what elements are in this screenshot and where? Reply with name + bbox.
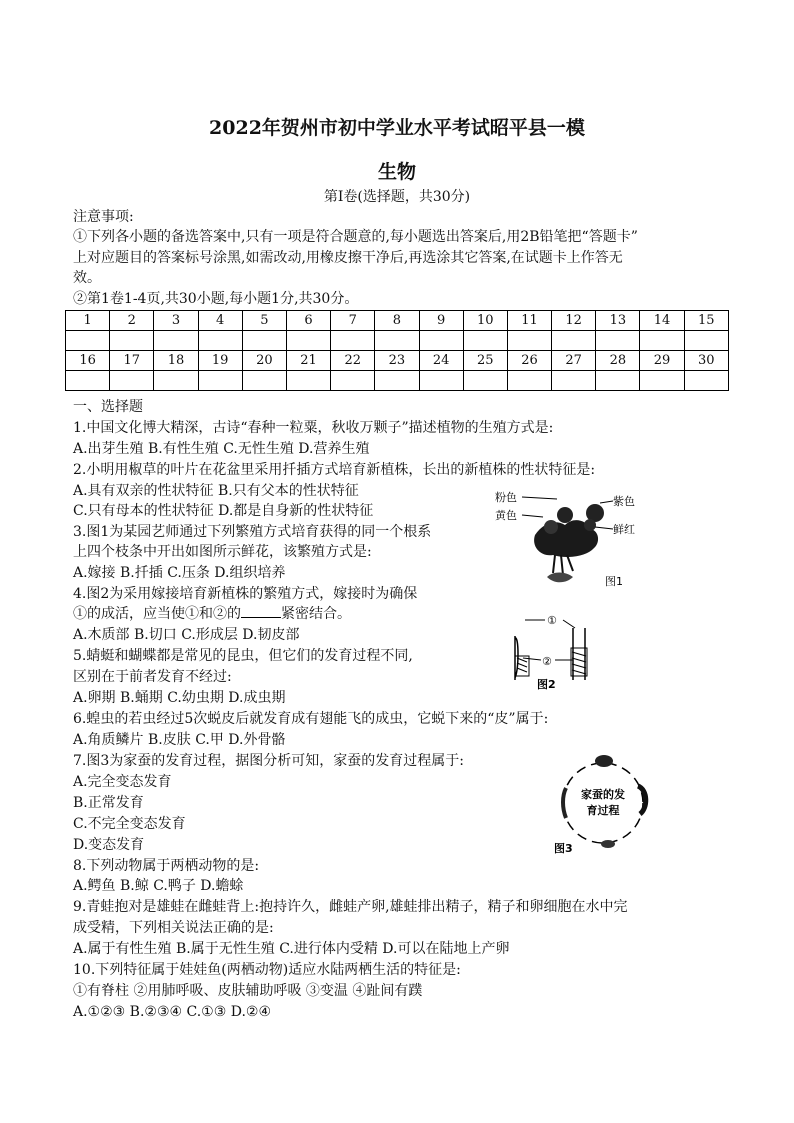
answer-cell[interactable] [154, 331, 198, 351]
answer-cell[interactable] [463, 331, 507, 351]
question-number-cell: 4 [198, 311, 242, 331]
figure-1-plant [495, 485, 635, 590]
q3-stem-line1: 3.图1为某园艺师通过下列繁殖方式培育获得的同一个根系 [73, 524, 432, 540]
answer-cell[interactable] [242, 371, 286, 391]
question-number-cell: 20 [242, 351, 286, 371]
cycle-center-line2: 育过程 [586, 804, 620, 817]
q4-stem-part2: 紧密结合。 [281, 606, 351, 622]
answer-cell[interactable] [198, 371, 242, 391]
answer-cell[interactable] [684, 331, 728, 351]
q4-stem-part1: ①的成活，应当使①和②的 [73, 606, 241, 622]
q1-stem: 1.中国文化博大精深，古诗“春种一粒粟，秋收万颗子”描述植物的生殖方式是: [73, 420, 554, 436]
answer-cell[interactable] [331, 331, 375, 351]
notice-item1-line3: 效。 [73, 270, 101, 286]
question-number-cell: 22 [331, 351, 375, 371]
q4-options: A.木质部 B.切口 C.形成层 D.韧皮部 [73, 627, 300, 643]
question-number-cell: 24 [419, 351, 463, 371]
label-pink: 粉色 [495, 491, 517, 504]
q7-option-a: A.完全变态发育 [73, 774, 172, 790]
q9-stem-line1: 9.青蛙抱对是雄蛙在雌蛙背上:抱持许久，雌蛙产卵,雄蛙排出精子，精子和卵细胞在水中完 [73, 899, 628, 915]
label-bright-red: 鲜红 [613, 523, 635, 536]
figure-1-caption: 图1 [605, 575, 623, 588]
q5-stem-line1: 5.蜻蜓和蝴蝶都是常见的昆虫，但它们的发育过程不同, [73, 648, 413, 664]
notice-item2: ②第1卷1-4页,共30小题,每小题1分,共30分。 [73, 291, 359, 307]
figure-1-drawing [495, 485, 635, 590]
q10-stem: 10.下列特征属于娃娃鱼(两栖动物)适应水陆两栖生活的特征是: [73, 962, 461, 978]
answer-cell[interactable] [110, 371, 154, 391]
answer-table [65, 310, 729, 391]
q7-option-d: D.变态发育 [73, 837, 145, 853]
question-number-cell: 26 [507, 351, 551, 371]
question-number-cell: 10 [463, 311, 507, 331]
figure-3-silkworm-cycle [548, 748, 668, 858]
answer-table-header-row-2 [66, 351, 729, 371]
label-scion: ① [547, 614, 557, 627]
answer-cell[interactable] [596, 331, 640, 351]
question-number-cell: 2 [110, 311, 154, 331]
question-number-cell: 25 [463, 351, 507, 371]
question-number-cell: 23 [375, 351, 419, 371]
cycle-center-line1: 家蚕的发 [581, 788, 625, 801]
q9-stem-line2: 成受精，下列相关说法正确的是: [73, 920, 274, 936]
question-number-cell: 12 [552, 311, 596, 331]
q8-stem: 8.下列动物属于两栖动物的是: [73, 858, 260, 874]
answer-cell[interactable] [375, 371, 419, 391]
q6-stem: 6.蝗虫的若虫经过5次蜕皮后就发育成有翅能飞的成虫，它蜕下来的“皮”属于: [73, 711, 549, 727]
q3-options: A.嫁接 B.扦插 C.压条 D.组织培养 [73, 565, 286, 581]
q3-stem-line2: 上四个枝条中开出如图所示鲜花，该繁殖方式是: [73, 544, 372, 560]
answer-cell[interactable] [684, 371, 728, 391]
question-number-cell: 29 [640, 351, 684, 371]
q5-options: A.卵期 B.蛹期 C.幼虫期 D.成虫期 [73, 690, 286, 706]
question-number-cell: 5 [242, 311, 286, 331]
answer-cell[interactable] [242, 331, 286, 351]
subject-title: 生物 [377, 161, 416, 183]
label-yellow: 黄色 [495, 509, 517, 522]
question-number-cell: 3 [154, 311, 198, 331]
question-number-cell: 19 [198, 351, 242, 371]
question-number-cell: 11 [507, 311, 551, 331]
question-number-cell: 14 [640, 311, 684, 331]
answer-cell[interactable] [331, 371, 375, 391]
answer-cell[interactable] [375, 331, 419, 351]
answer-cell[interactable] [463, 371, 507, 391]
q4-stem-line2 [73, 604, 351, 624]
exam-title: 2022年贺州市初中学业水平考试昭平县一模 [209, 117, 585, 139]
question-number-cell: 21 [286, 351, 330, 371]
section-heading: 一、选择题 [73, 399, 143, 415]
question-number-cell: 9 [419, 311, 463, 331]
q8-options: A.鳄鱼 B.鲸 C.鸭子 D.蟾蜍 [73, 878, 244, 894]
answer-cell[interactable] [110, 331, 154, 351]
answer-cell[interactable] [640, 331, 684, 351]
q2-options-ab: A.具有双亲的性状特征 B.只有父本的性状特征 [73, 483, 359, 499]
q9-options: A.属于有性生殖 B.属于无性生殖 C.进行体内受精 D.可以在陆地上产卵 [73, 941, 510, 957]
figure-2-drawing [505, 608, 605, 693]
q7-option-b: B.正常发育 [73, 795, 144, 811]
answer-table-blank-row-2 [66, 371, 729, 391]
question-number-cell: 30 [684, 351, 728, 371]
question-number-cell: 7 [331, 311, 375, 331]
answer-cell[interactable] [198, 331, 242, 351]
q4-stem-line1: 4.图2为采用嫁接培育新植株的繁殖方式，嫁接时为确保 [73, 586, 418, 602]
question-number-cell: 28 [596, 351, 640, 371]
label-stock: ② [542, 655, 552, 668]
answer-cell[interactable] [552, 371, 596, 391]
notice-item1-line1: ①下列各小题的备选答案中,只有一项是符合题意的,每小题选出答案后,用2B铅笔把“答题卡” [73, 229, 638, 245]
answer-cell[interactable] [596, 371, 640, 391]
answer-cell[interactable] [286, 371, 330, 391]
fill-in-blank[interactable] [241, 604, 281, 618]
question-number-cell: 16 [66, 351, 110, 371]
answer-cell[interactable] [552, 331, 596, 351]
question-number-cell: 27 [552, 351, 596, 371]
question-number-cell: 6 [286, 311, 330, 331]
answer-cell[interactable] [419, 371, 463, 391]
notice-item1-line2: 上对应题目的答案标号涂黑,如需改动,用橡皮擦干净后,再选涂其它答案,在试题卡上作答无 [73, 250, 623, 266]
question-number-cell: 13 [596, 311, 640, 331]
question-number-cell: 15 [684, 311, 728, 331]
question-number-cell: 1 [66, 311, 110, 331]
figure-2-grafting [505, 608, 605, 693]
question-number-cell: 8 [375, 311, 419, 331]
label-purple: 紫色 [613, 495, 635, 508]
figure-3-caption: 图3 [554, 842, 573, 855]
answer-table-blank-row-1 [66, 331, 729, 351]
q7-option-c: C.不完全变态发育 [73, 816, 186, 832]
q2-options-cd: C.只有母本的性状特征 D.都是自身新的性状特征 [73, 503, 374, 519]
q6-options: A.角质鳞片 B.皮肤 C.甲 D.外骨骼 [73, 732, 286, 748]
q2-stem: 2.小明用椒草的叶片在花盆里采用扦插方式培育新植株，长出的新植株的性状特征是: [73, 462, 596, 478]
figure-2-caption: 图2 [537, 678, 556, 691]
q10-features: ①有脊柱 ②用肺呼吸、皮肤辅助呼吸 ③变温 ④趾间有蹼 [73, 983, 423, 999]
q10-options: A.①②③ B.②③④ C.①③ D.②④ [73, 1004, 271, 1020]
answer-cell[interactable] [507, 331, 551, 351]
q1-options: A.出芽生殖 B.有性生殖 C.无性生殖 D.营养生殖 [73, 441, 370, 457]
answer-cell[interactable] [286, 331, 330, 351]
question-number-cell: 17 [110, 351, 154, 371]
answer-cell[interactable] [419, 331, 463, 351]
answer-cell[interactable] [154, 371, 198, 391]
answer-cell[interactable] [66, 371, 110, 391]
notice-heading: 注意事项: [73, 209, 134, 225]
answer-table-header-row-1 [66, 311, 729, 331]
question-number-cell: 18 [154, 351, 198, 371]
answer-cell[interactable] [66, 331, 110, 351]
answer-cell[interactable] [640, 371, 684, 391]
q7-stem: 7.图3为家蚕的发育过程，据图分析可知，家蚕的发育过程属于: [73, 753, 464, 769]
answer-cell[interactable] [507, 371, 551, 391]
q5-stem-line2: 区别在于前者发育不经过: [73, 669, 232, 685]
part-heading: 第Ⅰ卷(选择题，共30分) [323, 189, 471, 205]
figure-3-drawing [548, 748, 668, 858]
